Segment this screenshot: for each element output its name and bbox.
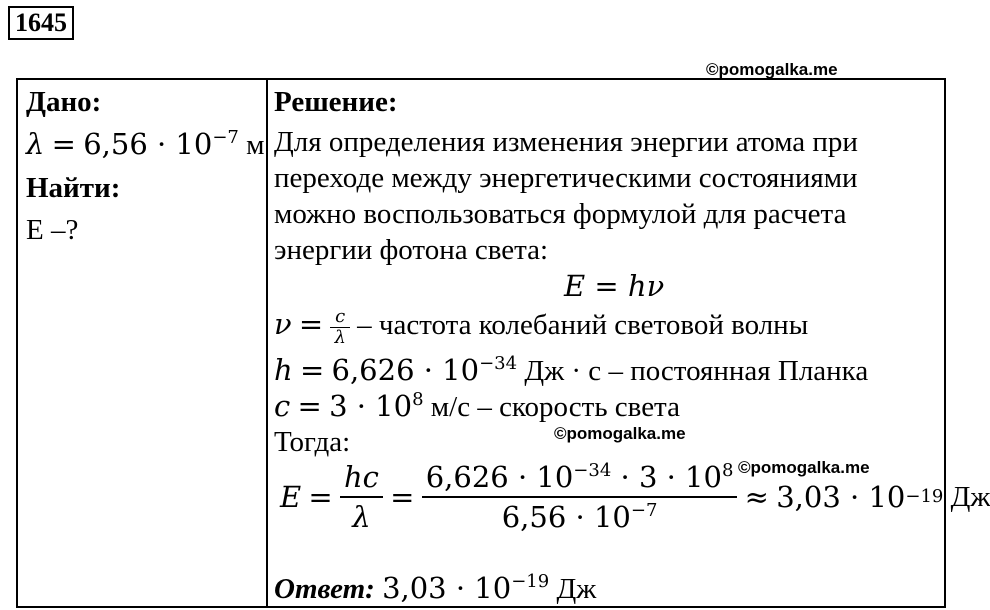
solution-text-line: переходе между энергетическими состояниями: [274, 162, 858, 194]
solution-text-line: можно воспользоваться формулой для расчета: [274, 198, 847, 230]
calculation-line: E = $\frac{hc}{\lambda}$ = $\frac{6,626 \cdot 10^{-34} \cdot 3 \cdot 10^8}{6,56 \cdot 10^{-7}}$ ≈ 3,03 · 10 −19 Дж: [280, 460, 990, 534]
c-over-lambda-fraction: $\frac{c}{\lambda}$: [330, 307, 349, 348]
planck-line: $h = 6,626 \cdot 10^{-34}$ Дж · с – постоянная Планка: [274, 353, 869, 387]
hc-over-lambda-fraction: $\frac{hc}{\lambda}$: [340, 458, 383, 536]
solution-text-line: Для определения изменения энергии атома при: [274, 126, 858, 158]
watermark: ©pomogalka.me: [738, 458, 870, 477]
find-value: E –?: [26, 214, 79, 246]
then-label: Тогда:: [274, 426, 351, 458]
given-header: Дано:: [26, 86, 102, 118]
frequency-line: ν = $\frac{c}{\lambda}$ – частота колебаний световой волны: [274, 305, 809, 348]
answer-line: Ответ: $3,03 \cdot 10^{-19}$ Дж: [274, 571, 597, 605]
watermark: ©pomogalka.me: [706, 60, 838, 79]
column-divider: [266, 80, 268, 606]
given-lambda: $\lambda = 6,56 \cdot 10^{-7}$ м: [26, 127, 265, 161]
find-header: Найти:: [26, 172, 121, 204]
watermark: ©pomogalka.me: [554, 424, 686, 443]
solution-text-line: энергии фотона света:: [274, 234, 549, 266]
solution-header: Решение:: [274, 86, 398, 118]
solution-table: [16, 78, 990, 608]
speed-of-light-line: $c = 3 \cdot 10^8$ м/с – скорость света: [274, 389, 680, 423]
photon-energy-formula: E = hν: [564, 269, 665, 303]
numeric-fraction: $\frac{6,626 \cdot 10^{-34} \cdot 3 \cdot 10^8}{6,56 \cdot 10^{-7}}$: [422, 458, 738, 536]
problem-number: 1645: [8, 6, 74, 40]
